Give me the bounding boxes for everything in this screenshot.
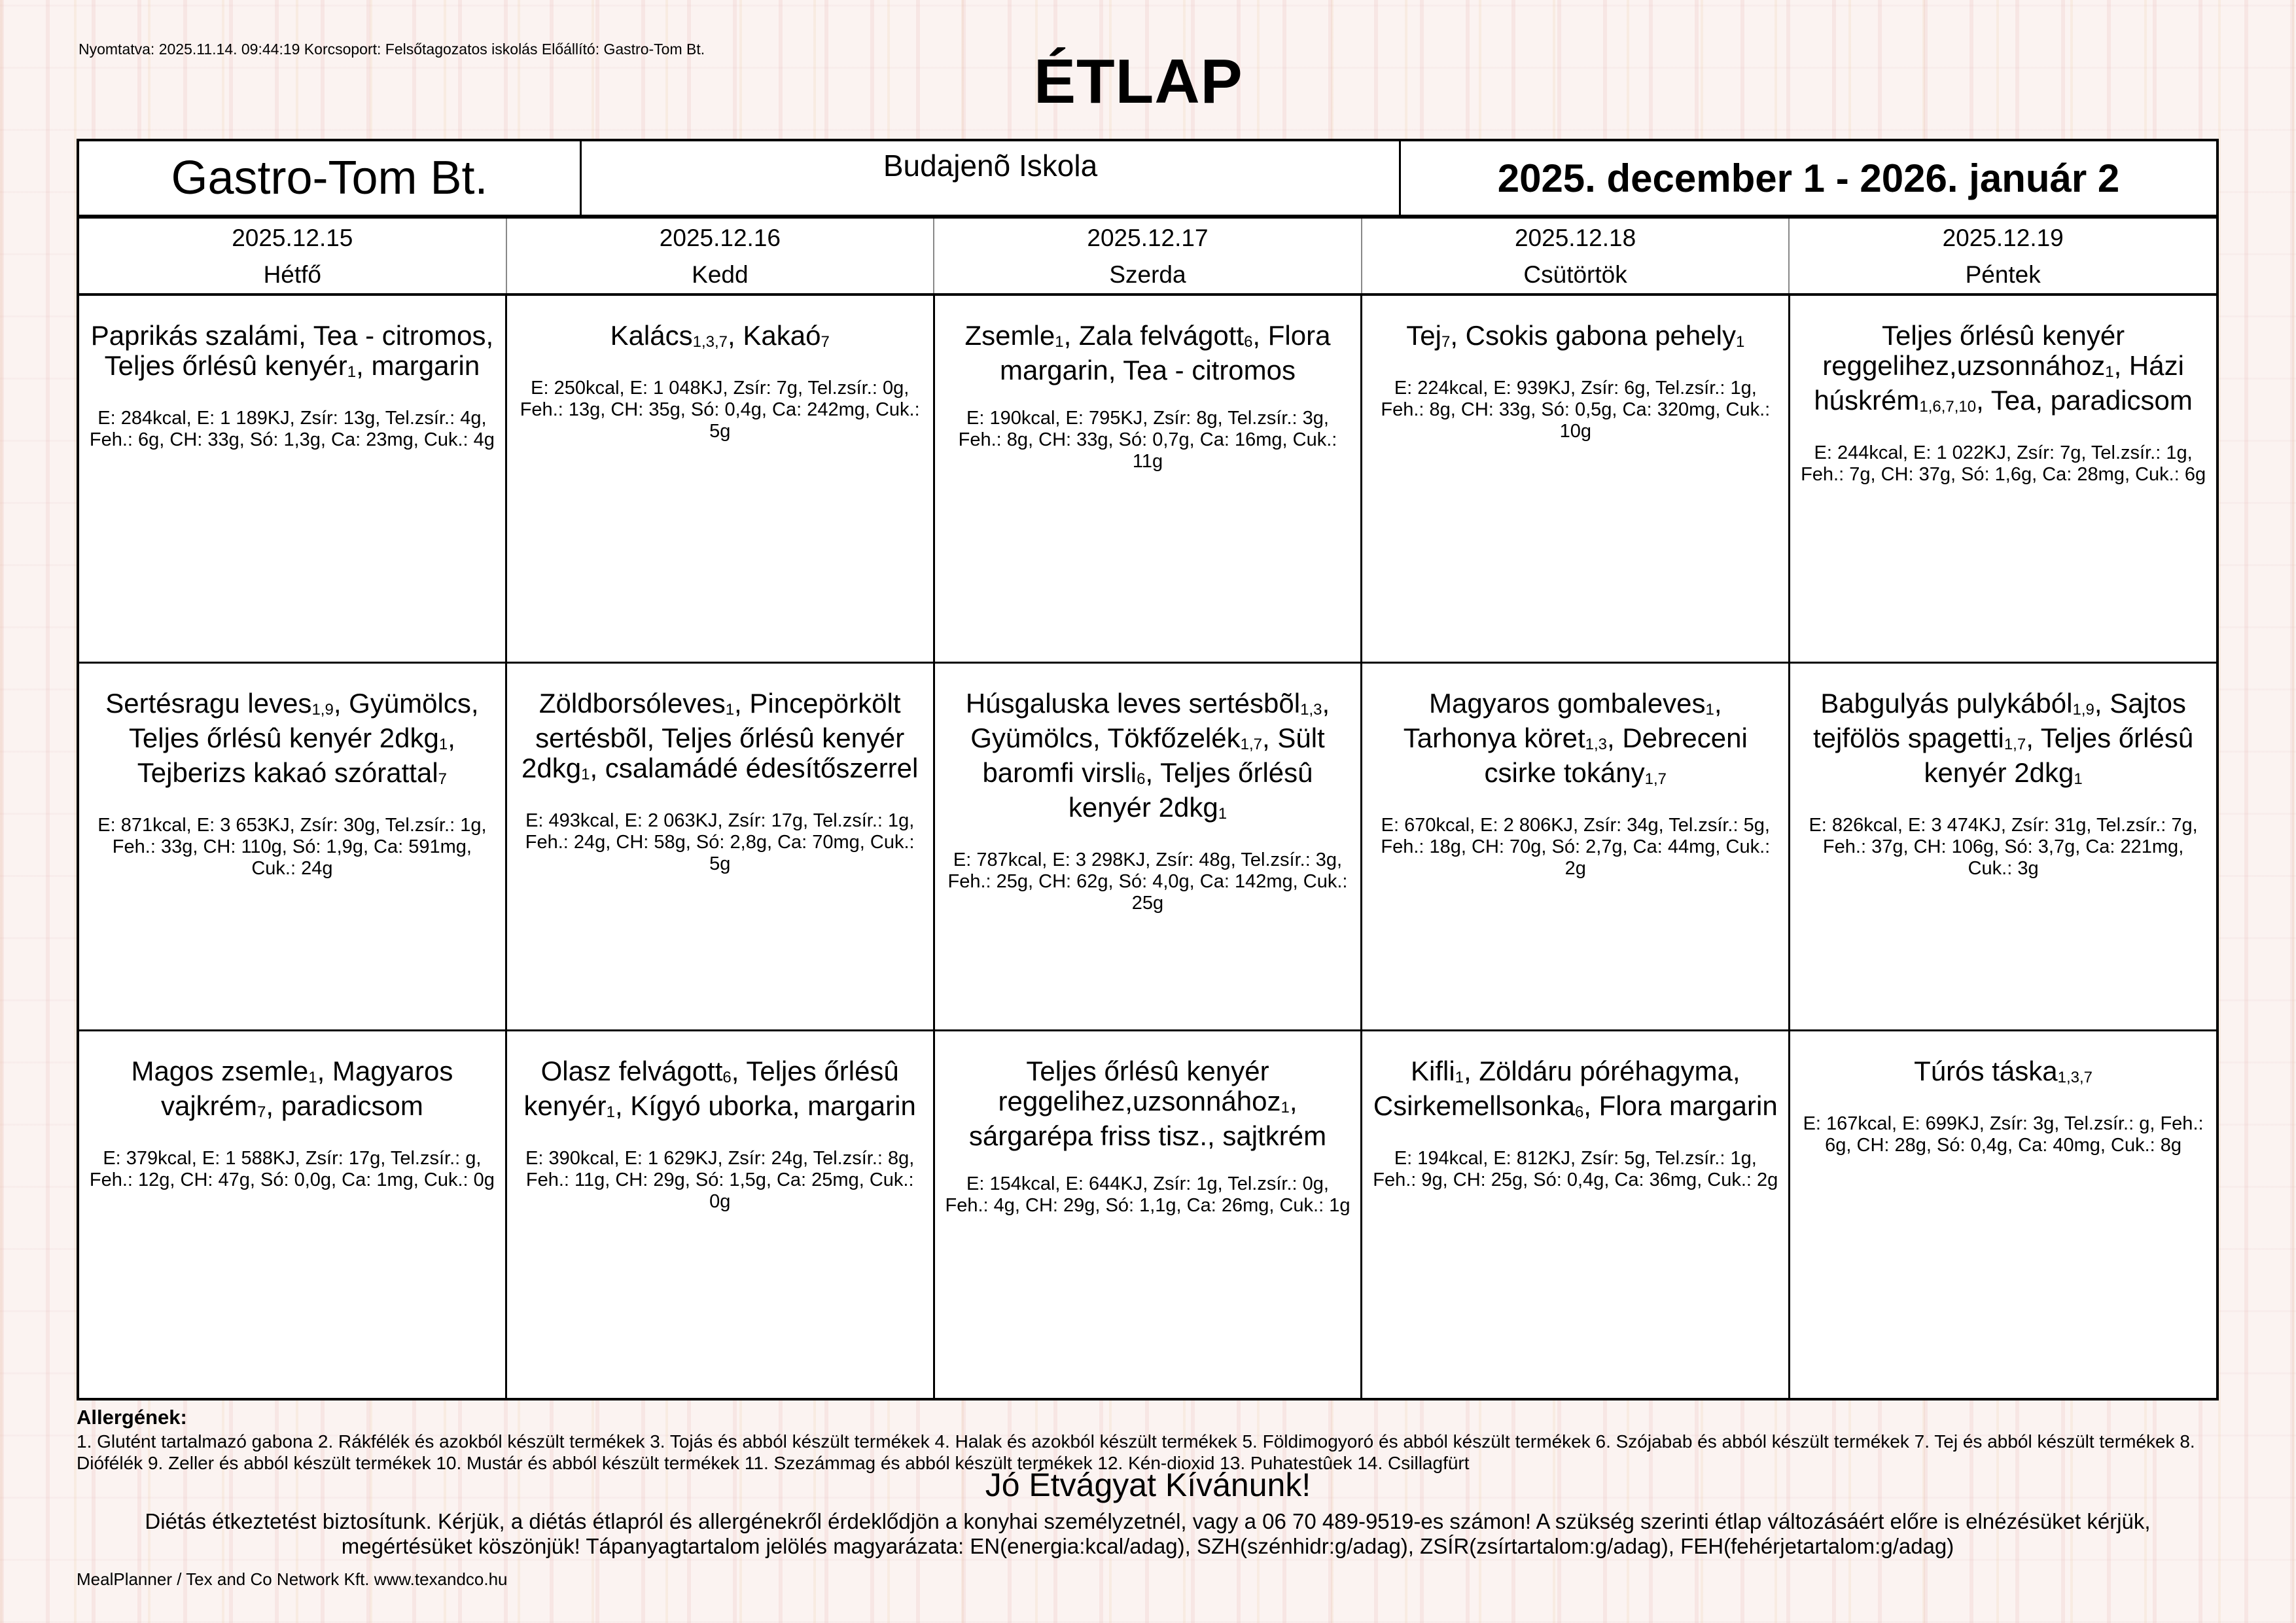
meal-nutrition: E: 284kcal, E: 1 189KJ, Zsír: 13g, Tel.zsír.: 4g, Feh.: 6g, CH: 33g, Só: 1,3g, Ca: 23mg, Cuk.: 4g	[89, 408, 495, 450]
meal-food: Húsgaluska leves sertésbõl$_{1,3}$, Gyümölcs, Tökfőzelék$_{1,7}$, Sült baromfi virsli$_6$, Teljes őrlésû kenyér 2dkg$_1$	[965, 688, 1330, 823]
meal-nutrition: E: 224kcal, E: 939KJ, Zsír: 6g, Tel.zsír.: 1g, Feh.: 8g, CH: 33g, Só: 0,5g, Ca: 320mg, Cuk.: 10g	[1381, 378, 1771, 442]
meal-cell	[1362, 296, 1790, 662]
meal-food: Zsemle$_1$, Zala felvágott$_6$, Flora margarin, Tea - citromos	[964, 320, 1331, 385]
meal-food: Tej$_7$, Csokis gabona pehely$_1$	[1406, 320, 1745, 351]
day-date: 2025.12.15	[232, 224, 353, 251]
meal-nutrition: E: 493kcal, E: 2 063KJ, Zsír: 17g, Tel.zsír.: 1g, Feh.: 24g, CH: 58g, Só: 2,8g, Ca: 70mg, Cuk.: 5g	[525, 810, 915, 874]
meal-nutrition: E: 190kcal, E: 795KJ, Zsír: 8g, Tel.zsír.: 3g, Feh.: 8g, CH: 33g, Só: 0,7g, Ca: 16mg, Cuk.: 11g	[958, 408, 1337, 472]
meal-nutrition: E: 194kcal, E: 812KJ, Zsír: 5g, Tel.zsír.: 1g, Feh.: 9g, CH: 25g, Só: 0,4g, Ca: 36mg, Cuk.: 2g	[1373, 1148, 1778, 1190]
meal-cell	[1362, 1031, 1790, 1399]
meal-food: Kifli$_1$, Zöldáru póréhagyma, Csirkemellsonka$_6$, Flora margarin	[1373, 1056, 1778, 1121]
day-date: 2025.12.18	[1514, 224, 1636, 251]
day-date: 2025.12.19	[1942, 224, 2064, 251]
provider-name: Gastro-Tom Bt.	[79, 141, 582, 215]
meal-nutrition: E: 379kcal, E: 1 588KJ, Zsír: 17g, Tel.zsír.: g, Feh.: 12g, CH: 47g, Só: 0,0g, Ca: 1mg, Cuk.: 0g	[89, 1148, 495, 1190]
day-name: Péntek	[1965, 261, 2041, 288]
meal-row-breakfast	[79, 296, 2216, 664]
meal-nutrition: E: 250kcal, E: 1 048KJ, Zsír: 7g, Tel.zsír.: 0g, Feh.: 13g, CH: 35g, Só: 0,4g, Ca: 242mg, Cuk.: 5g	[520, 378, 920, 442]
school-name: Budajenõ Iskola	[582, 141, 1401, 215]
day-name: Hétfő	[263, 261, 322, 288]
meal-cell	[79, 664, 507, 1029]
meal-food: Teljes őrlésû kenyér reggelihez,uzsonnához$_1$, sárgarépa friss tisz., sajtkrém	[968, 1056, 1327, 1151]
allergen-list: 1. Glutént tartalmazó gabona 2. Rákfélék és azokból készült termékek 3. Tojás és abból készült termékek 4. Halak és azokból készült termékek 5. Földimogyoró és abból készült termékek 6. Szójabab és abból készült termékek 7. Tej és abból készült termékek 8. Diófélék 9. Zeller és abból készült termékek 10. Mustár és abból készült termékek 11. Szezámmag és abból készült termékek 12. Kén-dioxid 13. Puhatestûek 14. Csillagfürt	[77, 1431, 2195, 1473]
date-range: 2025. december 1 - 2026. január 2	[1497, 156, 2120, 200]
meal-cell	[1790, 296, 2216, 662]
day-header	[507, 219, 935, 293]
footer-credit: MealPlanner / Tex and Co Network Kft. www.texandco.hu	[77, 1569, 508, 1589]
day-date: 2025.12.16	[659, 224, 781, 251]
meal-food: Teljes őrlésû kenyér reggelihez,uzsonnához$_1$, Házi húskrém$_{1,6,7,10}$, Tea, paradicsom	[1814, 320, 2193, 416]
day-name: Csütörtök	[1523, 261, 1627, 288]
meal-cell	[935, 664, 1363, 1029]
meal-food: Túrós táska$_{1,3,7}$	[1914, 1056, 2093, 1086]
day-header-row	[79, 219, 2216, 296]
meal-cell	[1790, 1031, 2216, 1399]
meal-food: Zöldborsóleves$_1$, Pincepörkölt sertésbõl, Teljes őrlésû kenyér 2dkg$_1$, csalamádé édesítőszerrel	[521, 688, 919, 783]
day-date: 2025.12.17	[1087, 224, 1209, 251]
meal-cell	[507, 296, 935, 662]
meal-food: Kalács$_{1,3,7}$, Kakaó$_7$	[610, 320, 830, 351]
meal-cell	[1362, 664, 1790, 1029]
meal-cell	[79, 296, 507, 662]
day-name: Kedd	[692, 261, 749, 288]
meal-food: Paprikás szalámi, Tea - citromos, Teljes őrlésû kenyér$_1$, margarin	[90, 320, 494, 381]
print-info: Nyomtatva: 2025.11.14. 09:44:19 Korcsoport: Felsőtagozatos iskolás Előállító: Gastro-Tom Bt.	[79, 41, 705, 58]
appetite-message: Jó Étvágyat Kívánunk!	[985, 1467, 1311, 1503]
menu-header	[77, 139, 2219, 217]
day-header	[934, 219, 1362, 293]
meal-cell	[507, 664, 935, 1029]
meal-cell	[935, 1031, 1363, 1399]
meal-nutrition: E: 670kcal, E: 2 806KJ, Zsír: 34g, Tel.zsír.: 5g, Feh.: 18g, CH: 70g, Só: 2,7g, Ca: 44mg, Cuk.: 2g	[1381, 815, 1771, 879]
meal-food: Babgulyás pulykából$_{1,9}$, Sajtos tejfölös spagetti$_{1,7}$, Teljes őrlésû kenyér 2dkg$_1$	[1812, 688, 2194, 788]
meal-cell	[507, 1031, 935, 1399]
menu-table	[77, 217, 2219, 1400]
meal-food: Olasz felvágott$_6$, Teljes őrlésû kenyér$_1$, Kígyó uborka, margarin	[523, 1056, 916, 1121]
day-name: Szerda	[1109, 261, 1186, 288]
meal-row-lunch	[79, 664, 2216, 1031]
meal-nutrition: E: 167kcal, E: 699KJ, Zsír: 3g, Tel.zsír.: g, Feh.: 6g, CH: 28g, Só: 0,4g, Ca: 40mg, Cuk.: 8g	[1803, 1113, 2204, 1156]
page-title: ÉTLAP	[1034, 46, 1243, 116]
meal-cell	[79, 1031, 507, 1399]
day-header	[1362, 219, 1790, 293]
meal-nutrition: E: 154kcal, E: 644KJ, Zsír: 1g, Tel.zsír.: 0g, Feh.: 4g, CH: 29g, Só: 1,1g, Ca: 26mg, Cuk.: 1g	[945, 1173, 1351, 1216]
allergen-title: Allergének:	[77, 1406, 187, 1429]
meal-food: Magos zsemle$_1$, Magyaros vajkrém$_7$, paradicsom	[131, 1056, 453, 1121]
meal-food: Sertésragu leves$_{1,9}$, Gyümölcs, Teljes őrlésû kenyér 2dkg$_1$, Tejberizs kakaó szórattal$_7$	[105, 688, 479, 788]
meal-nutrition: E: 826kcal, E: 3 474KJ, Zsír: 31g, Tel.zsír.: 7g, Feh.: 37g, CH: 106g, Só: 3,7g, Ca: 221mg, Cuk.: 3g	[1809, 815, 2198, 879]
day-header	[1790, 219, 2216, 293]
meal-food: Magyaros gombaleves$_1$, Tarhonya köret$_{1,3}$, Debreceni csirke tokány$_{1,7}$	[1403, 688, 1748, 788]
meal-nutrition: E: 244kcal, E: 1 022KJ, Zsír: 7g, Tel.zsír.: 1g, Feh.: 7g, CH: 37g, Só: 1,6g, Ca: 28mg, Cuk.: 6g	[1801, 442, 2206, 485]
meal-row-snack	[79, 1031, 2216, 1399]
meal-nutrition: E: 390kcal, E: 1 629KJ, Zsír: 24g, Tel.zsír.: 8g, Feh.: 11g, CH: 29g, Só: 1,5g, Ca: 25mg, Cuk.: 0g	[525, 1148, 915, 1212]
meal-cell	[1790, 664, 2216, 1029]
meal-cell	[935, 296, 1363, 662]
diet-note: Diétás étkeztetést biztosítunk. Kérjük, a diétás étlapról és allergénekről érdeklődjön a konyhai személyzetnél, vagy a 06 70 489-9519-es számon! A szükség szerinti étlap változásáért előre is elnézésüket kérjük, megértésüket köszönjük! Tápanyagtartalom jelölés magyarázata: EN(energia:kcal/adag), SZH(szénhidr:g/adag), ZSÍR(zsírtartalom:g/adag), FEH(fehérjetartalom:g/adag)	[145, 1509, 2151, 1558]
day-header	[79, 219, 507, 293]
meal-nutrition: E: 871kcal, E: 3 653KJ, Zsír: 30g, Tel.zsír.: 1g, Feh.: 33g, CH: 110g, Só: 1,9g, Ca: 591mg, Cuk.: 24g	[97, 815, 487, 879]
meal-nutrition: E: 787kcal, E: 3 298KJ, Zsír: 48g, Tel.zsír.: 3g, Feh.: 25g, CH: 62g, Só: 4,0g, Ca: 142mg, Cuk.: 25g	[947, 849, 1348, 914]
